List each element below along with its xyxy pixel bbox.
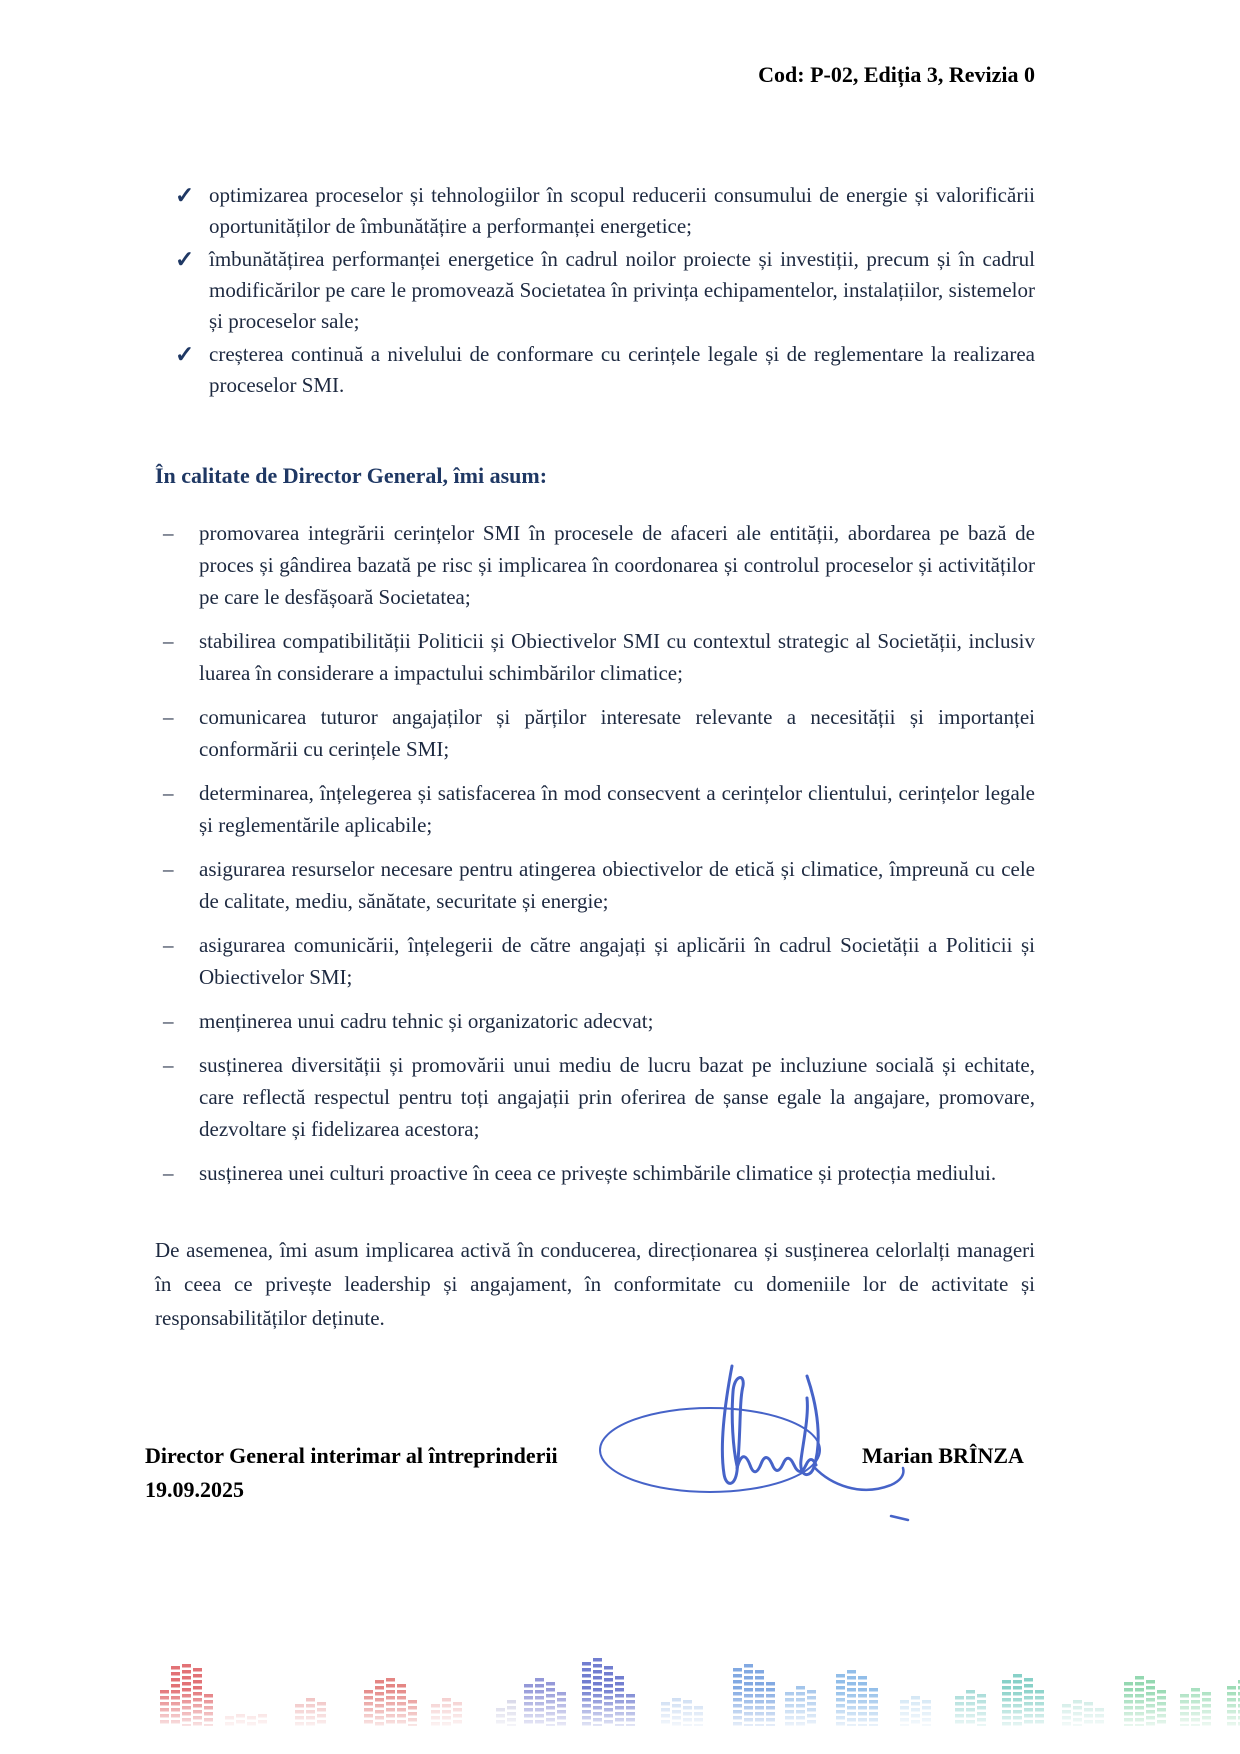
skyline-bar <box>1002 1680 1011 1726</box>
skyline-bar <box>193 1668 202 1726</box>
skyline-bar <box>225 1716 234 1726</box>
skyline-bar <box>869 1688 878 1726</box>
skyline-cluster <box>431 1698 464 1726</box>
signature-date: 19.09.2025 <box>145 1477 244 1502</box>
skyline-bar <box>364 1690 373 1726</box>
list-item-text: creșterea continuă a nivelului de conformare cu cerințele legale și de reglementare la realizarea proceselor SMI. <box>209 342 1035 397</box>
skyline-cluster <box>785 1686 818 1726</box>
skyline-bar <box>524 1684 533 1726</box>
skyline-bar <box>911 1696 920 1726</box>
list-item-text: promovarea integrării cerințelor SMI în procesele de afaceri ale entității, abordarea pe bază de proces și gândirea bazată pe risc și implicarea în coordonarea și controlul proceselor și activităților pe care le desfășoară Societatea; <box>199 521 1035 609</box>
list-item <box>145 517 1035 613</box>
list-item-text: asigurarea comunicării, înțelegerii de către angajați și aplicării în cadrul Societății a Politicii și Obiectivelor SMI; <box>199 933 1035 989</box>
list-item-text: stabilirea compatibilității Politicii și Obiectivelor SMI cu contextul strategic al Societății, inclusiv luarea în considerare a impactului schimbărilor climatice; <box>199 629 1035 685</box>
skyline-bar <box>1073 1700 1082 1726</box>
checkmark-icon: ✓ <box>175 183 195 208</box>
skyline-bar <box>766 1682 775 1726</box>
skyline-cluster <box>900 1696 933 1726</box>
skyline-bar <box>977 1694 986 1726</box>
skyline-bar <box>1095 1708 1104 1726</box>
handwritten-signature <box>585 1356 930 1536</box>
skyline-cluster <box>955 1690 988 1726</box>
skyline-cluster <box>582 1658 637 1726</box>
skyline-bar <box>744 1664 753 1726</box>
skyline-bar <box>375 1680 384 1726</box>
dash-bullet: – <box>163 629 174 653</box>
skyline-bar <box>182 1664 191 1726</box>
dash-bullet: – <box>163 1053 174 1077</box>
dash-bullet: – <box>163 1009 174 1033</box>
skyline-bar <box>397 1684 406 1726</box>
skyline-bar <box>900 1700 909 1726</box>
list-item <box>145 180 1035 242</box>
skyline-bar <box>785 1692 794 1726</box>
skyline-bar <box>1062 1704 1071 1726</box>
skyline-bar <box>1180 1694 1189 1726</box>
skyline-cluster <box>1002 1674 1046 1726</box>
list-item <box>145 339 1035 401</box>
skyline-cluster <box>1124 1676 1168 1726</box>
dash-bullet: – <box>163 857 174 881</box>
skyline-bar <box>160 1690 169 1726</box>
skyline-bar <box>507 1700 516 1726</box>
skyline-cluster <box>836 1670 880 1726</box>
skyline-cluster <box>1227 1680 1240 1726</box>
list-item <box>145 625 1035 689</box>
skyline-cluster <box>733 1664 777 1726</box>
skyline-bar <box>1135 1676 1144 1726</box>
list-item <box>145 853 1035 917</box>
section-heading: În calitate de Director General, îmi asum: <box>155 463 548 488</box>
list-item <box>145 1049 1035 1145</box>
skyline-bar <box>247 1716 256 1726</box>
skyline-cluster <box>1180 1688 1213 1726</box>
list-item-text: comunicarea tuturor angajaților și părților interesate relevante a necesității și importanței conformării cu cerințele SMI; <box>199 705 1035 761</box>
skyline-bar <box>661 1702 670 1726</box>
skyline-bar <box>1227 1686 1236 1726</box>
skyline-bar <box>955 1696 964 1726</box>
skyline-bar <box>306 1698 315 1726</box>
list-item <box>145 777 1035 841</box>
skyline-bar <box>807 1690 816 1726</box>
list-item-text: îmbunătățirea performanței energetice în cadrul noilor proiecte și investiții, precum și în cadrul modificărilor pe care le promovează Societatea în privința echipamentelor, instalațiilor, sistemelor și proceselor sale; <box>209 247 1035 333</box>
skyline-bar <box>1124 1682 1133 1726</box>
checkmark-icon: ✓ <box>175 342 195 367</box>
list-item <box>145 929 1035 993</box>
dash-bullet: – <box>163 933 174 957</box>
skyline-bar <box>755 1670 764 1726</box>
skyline-bar <box>295 1704 304 1726</box>
closing-paragraph: De asemenea, îmi asum implicarea activă în conducerea, direcționarea și susținerea celorlalți manageri în ceea ce privește leadership și angajament, în conformitate cu domeniile lor de activitate și responsabilităților deținute. <box>155 1238 1035 1330</box>
energy-commitments-list <box>145 180 1035 401</box>
skyline-bar <box>593 1658 602 1726</box>
dash-bullet: – <box>163 521 174 545</box>
skyline-bar <box>847 1670 856 1726</box>
skyline-bar <box>408 1700 417 1726</box>
skyline-bar <box>615 1676 624 1726</box>
skyline-bar <box>204 1694 213 1726</box>
skyline-bar <box>922 1700 931 1726</box>
skyline-cluster <box>496 1700 518 1726</box>
skyline-bar <box>236 1714 245 1726</box>
skyline-bar <box>557 1692 566 1726</box>
skyline-bar <box>1191 1688 1200 1726</box>
skyline-bar <box>1035 1690 1044 1726</box>
list-item <box>145 1157 1035 1189</box>
skyline-cluster <box>225 1714 269 1726</box>
dash-bullet: – <box>163 1161 174 1185</box>
skyline-bar <box>546 1682 555 1726</box>
list-item-text: optimizarea proceselor și tehnologiilor în scopul reducerii consumului de energie și valorificării oportunităților de îmbunătățire a performanței energetice; <box>209 183 1035 238</box>
list-item-text: determinarea, înțelegerea și satisfacerea în mod consecvent a cerințelor clientului, cerințelor legale și reglementările aplicabile; <box>199 781 1035 837</box>
signer-name: Marian BRÎNZA <box>862 1443 1024 1468</box>
checkmark-icon: ✓ <box>175 247 195 272</box>
list-item-text: susținerea unei culturi proactive în ceea ce privește schimbările climatice și protecția mediului. <box>199 1161 997 1185</box>
skyline-bar <box>672 1698 681 1726</box>
skyline-bar <box>386 1678 395 1726</box>
list-item <box>145 1005 1035 1037</box>
skyline-cluster <box>661 1698 705 1726</box>
skyline-bar <box>626 1694 635 1726</box>
document-body <box>145 180 1035 1335</box>
skyline-bar <box>694 1706 703 1726</box>
skyline-bar <box>796 1686 805 1726</box>
skyline-bar <box>258 1714 267 1726</box>
dash-bullet: – <box>163 781 174 805</box>
skyline-cluster <box>364 1678 419 1726</box>
skyline-bar <box>1084 1702 1093 1726</box>
skyline-bar <box>1202 1692 1211 1726</box>
dash-bullet: – <box>163 705 174 729</box>
list-item <box>145 244 1035 337</box>
skyline-bar <box>966 1690 975 1726</box>
skyline-bar <box>453 1702 462 1726</box>
skyline-bar <box>442 1698 451 1726</box>
skyline-bar <box>1024 1678 1033 1726</box>
skyline-bar <box>582 1662 591 1726</box>
skyline-bar <box>604 1666 613 1726</box>
list-item-text: susținerea diversității și promovării unui mediu de lucru bazat pe incluziune socială și echitate, care reflectă respectul pentru toți angajații prin oferirea de șanse egale la angajare, promovare, dezvoltare și fidelizarea acestora; <box>199 1053 1035 1141</box>
skyline-bar <box>836 1674 845 1726</box>
skyline-bar <box>1013 1674 1022 1726</box>
skyline-bar <box>858 1676 867 1726</box>
skyline-cluster <box>1062 1700 1106 1726</box>
list-item-text: menținerea unui cadru tehnic și organizatoric adecvat; <box>199 1009 654 1033</box>
skyline-bar <box>1157 1690 1166 1726</box>
skyline-bar <box>171 1666 180 1726</box>
list-item-text: asigurarea resurselor necesare pentru atingerea obiectivelor de etică și climatice, împreună cu cele de calitate, mediu, sănătate, securitate și energie; <box>199 857 1035 913</box>
skyline-bar <box>496 1708 505 1726</box>
list-item <box>145 701 1035 765</box>
skyline-cluster <box>524 1678 568 1726</box>
skyline-bar <box>431 1704 440 1726</box>
skyline-cluster <box>160 1664 215 1726</box>
signature-strokes <box>600 1366 908 1520</box>
city-skyline-strip <box>0 1596 1240 1754</box>
skyline-bar <box>683 1700 692 1726</box>
director-commitments-list <box>145 517 1035 1189</box>
skyline-bar <box>1146 1680 1155 1726</box>
signer-role-line: Director General interimar al întreprinderii <box>145 1443 558 1468</box>
skyline-bar <box>317 1702 326 1726</box>
document-code-header: Cod: P-02, Ediția 3, Revizia 0 <box>758 62 1035 87</box>
skyline-cluster <box>295 1698 328 1726</box>
skyline-bar <box>733 1668 742 1726</box>
skyline-bar <box>535 1678 544 1726</box>
